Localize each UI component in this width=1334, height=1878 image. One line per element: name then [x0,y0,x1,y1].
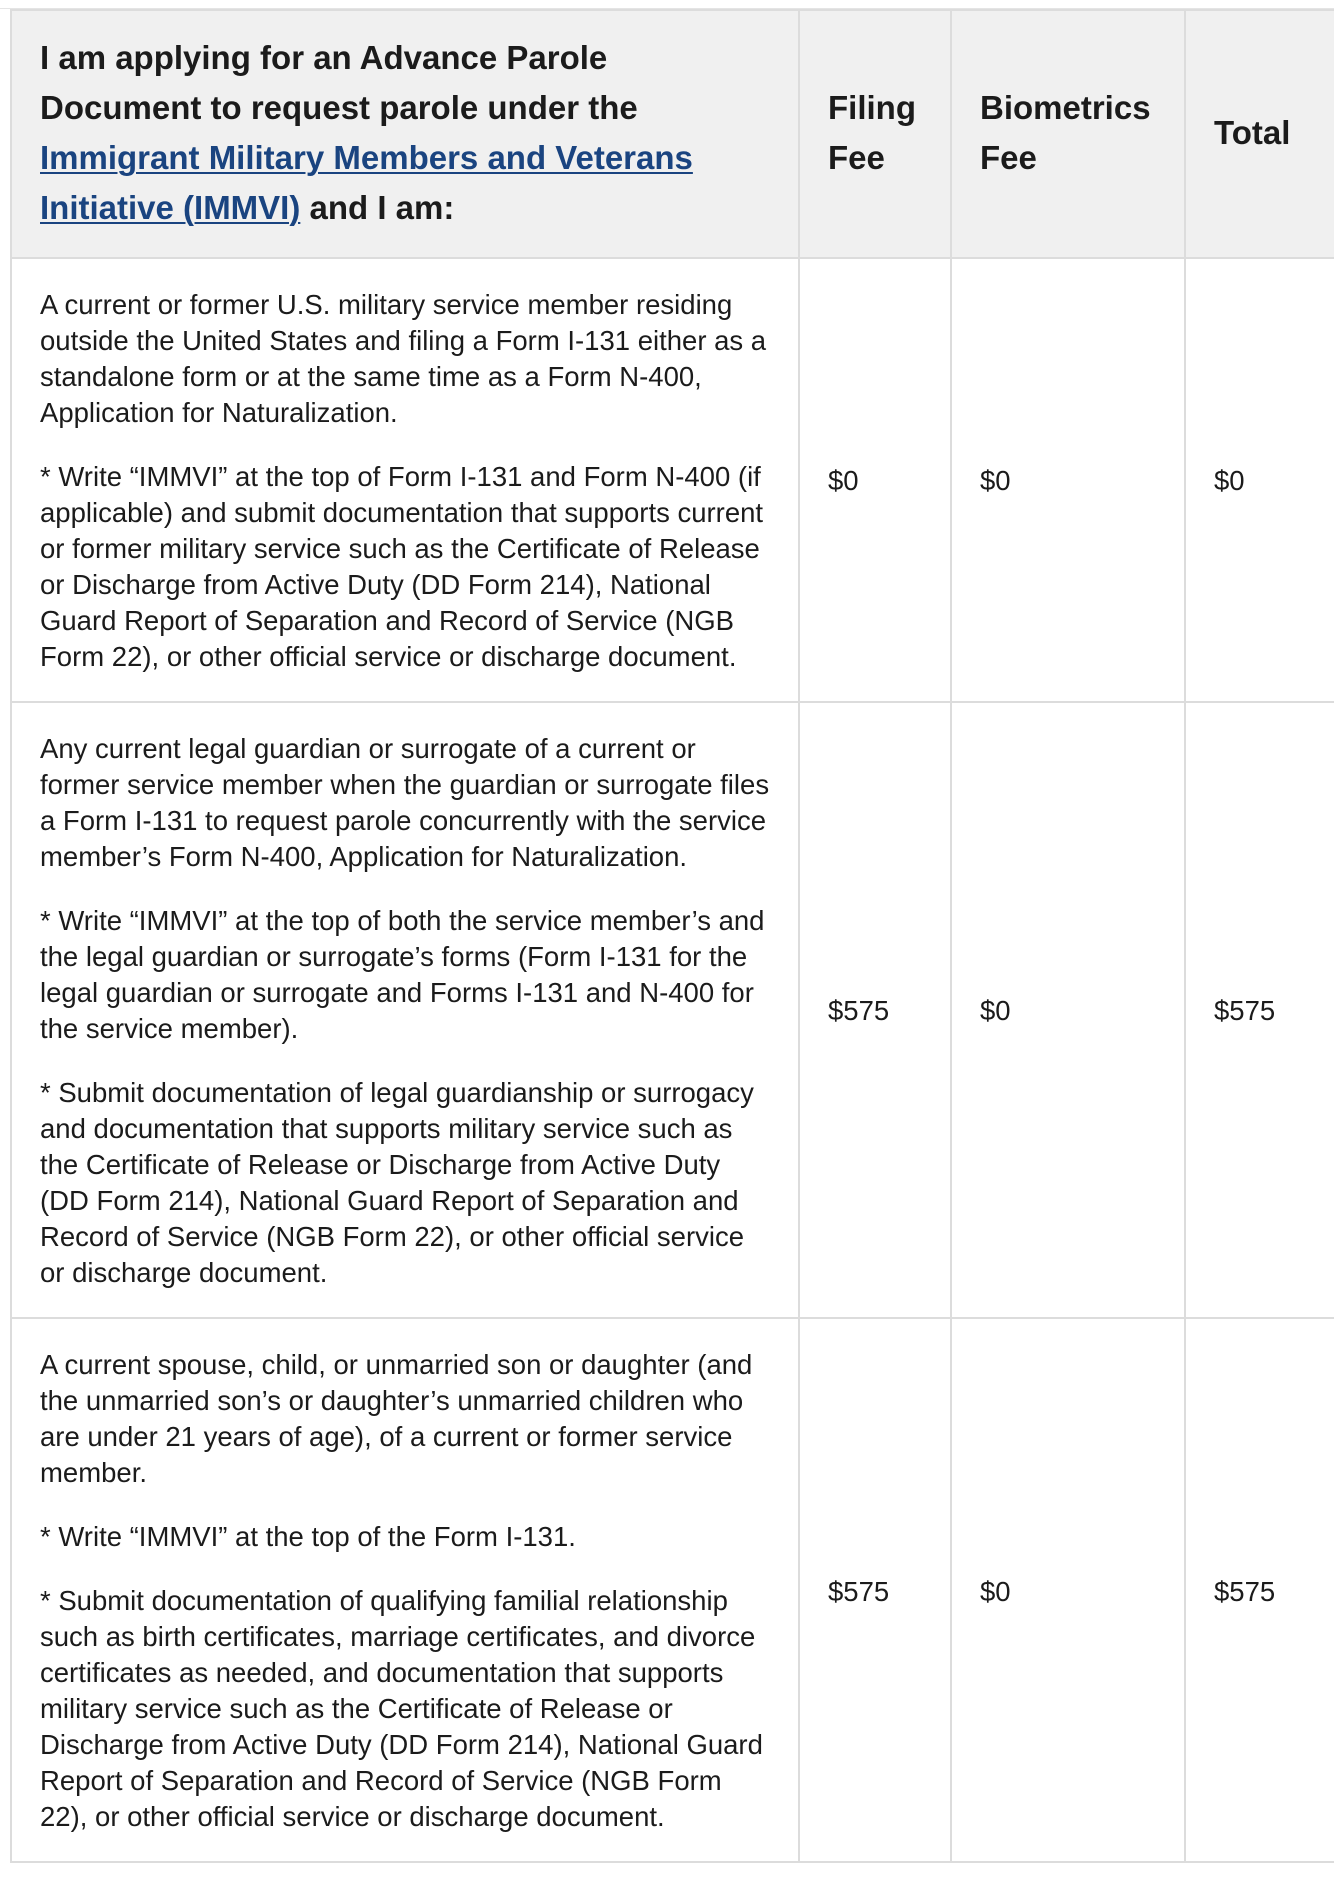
row-paragraph: A current or former U.S. military service member residing outside the United States and filing a Form I-131 either as a standalone form or at the same time as a Form N-400, Application for Naturalization. [40,289,767,428]
row-paragraph: * Write “IMMVI” at the top of Form I-131 and Form N-400 (if applicable) and submit documentation that supports current or former military service such as the Certificate of Release or Discharge from Active Duty (DD Form 214), National Guard Report of Separation and Record of Service (NGB Form 22), or other official service or discharge document. [40,461,764,672]
header-description-suffix: and I am: [300,189,455,226]
total-cell: $0 [1185,258,1334,702]
row-paragraph: * Write “IMMVI” at the top of the Form I-131. [40,1521,576,1552]
row-description [11,702,799,1318]
table-row [11,1318,1334,1862]
total-cell: $575 [1185,702,1334,1318]
row-paragraph: * Submit documentation of qualifying familial relationship such as birth certificates, marriage certificates, and divorce certificates as needed, and documentation that supports military service such as the Certificate of Release or Discharge from Active Duty (DD Form 214), National Guard Report of Separation and Record of Service (NGB Form 22), or other official service or discharge document. [40,1585,763,1832]
fee-table-header [11,10,1334,258]
filing-fee-cell: $575 [799,1318,951,1862]
biometrics-fee-cell: $0 [951,258,1185,702]
row-paragraph: * Write “IMMVI” at the top of both the service member’s and the legal guardian or surrogate’s forms (Form I-131 for the legal guardian or surrogate and Forms I-131 and N-400 for the service member). [40,905,765,1044]
header-row [11,10,1334,258]
fee-table-body [11,258,1334,1862]
table-row [11,258,1334,702]
header-applicant-description [11,10,799,258]
header-description-prefix: I am applying for an Advance Parole Document to request parole under the [40,39,638,126]
header-filing-fee: Filing Fee [799,10,951,258]
biometrics-fee-cell: $0 [951,702,1185,1318]
row-description [11,258,799,702]
filing-fee-cell: $0 [799,258,951,702]
row-paragraph: * Submit documentation of legal guardianship or surrogacy and documentation that supports military service such as the Certificate of Release or Discharge from Active Duty (DD Form 214), National Guard Report of Separation and Record of Service (NGB Form 22), or other official service or discharge document. [40,1077,754,1288]
filing-fee-cell: $575 [799,702,951,1318]
top-divider [0,0,1334,9]
immvi-link[interactable]: Immigrant Military Members and Veterans Initiative (IMMVI) [40,139,693,226]
biometrics-fee-cell: $0 [951,1318,1185,1862]
row-paragraph: A current spouse, child, or unmarried son or daughter (and the unmarried son’s or daughter’s unmarried children who are under 21 years of age), of a current or former service member. [40,1349,753,1488]
row-description [11,1318,799,1862]
fee-table [10,9,1334,1863]
header-biometrics-fee: Biometrics Fee [951,10,1185,258]
header-total: Total [1185,10,1334,258]
table-row [11,702,1334,1318]
total-cell: $575 [1185,1318,1334,1862]
row-paragraph: Any current legal guardian or surrogate of a current or former service member when the guardian or surrogate files a Form I-131 to request parole concurrently with the service member’s Form N-400, Application for Naturalization. [40,733,770,872]
